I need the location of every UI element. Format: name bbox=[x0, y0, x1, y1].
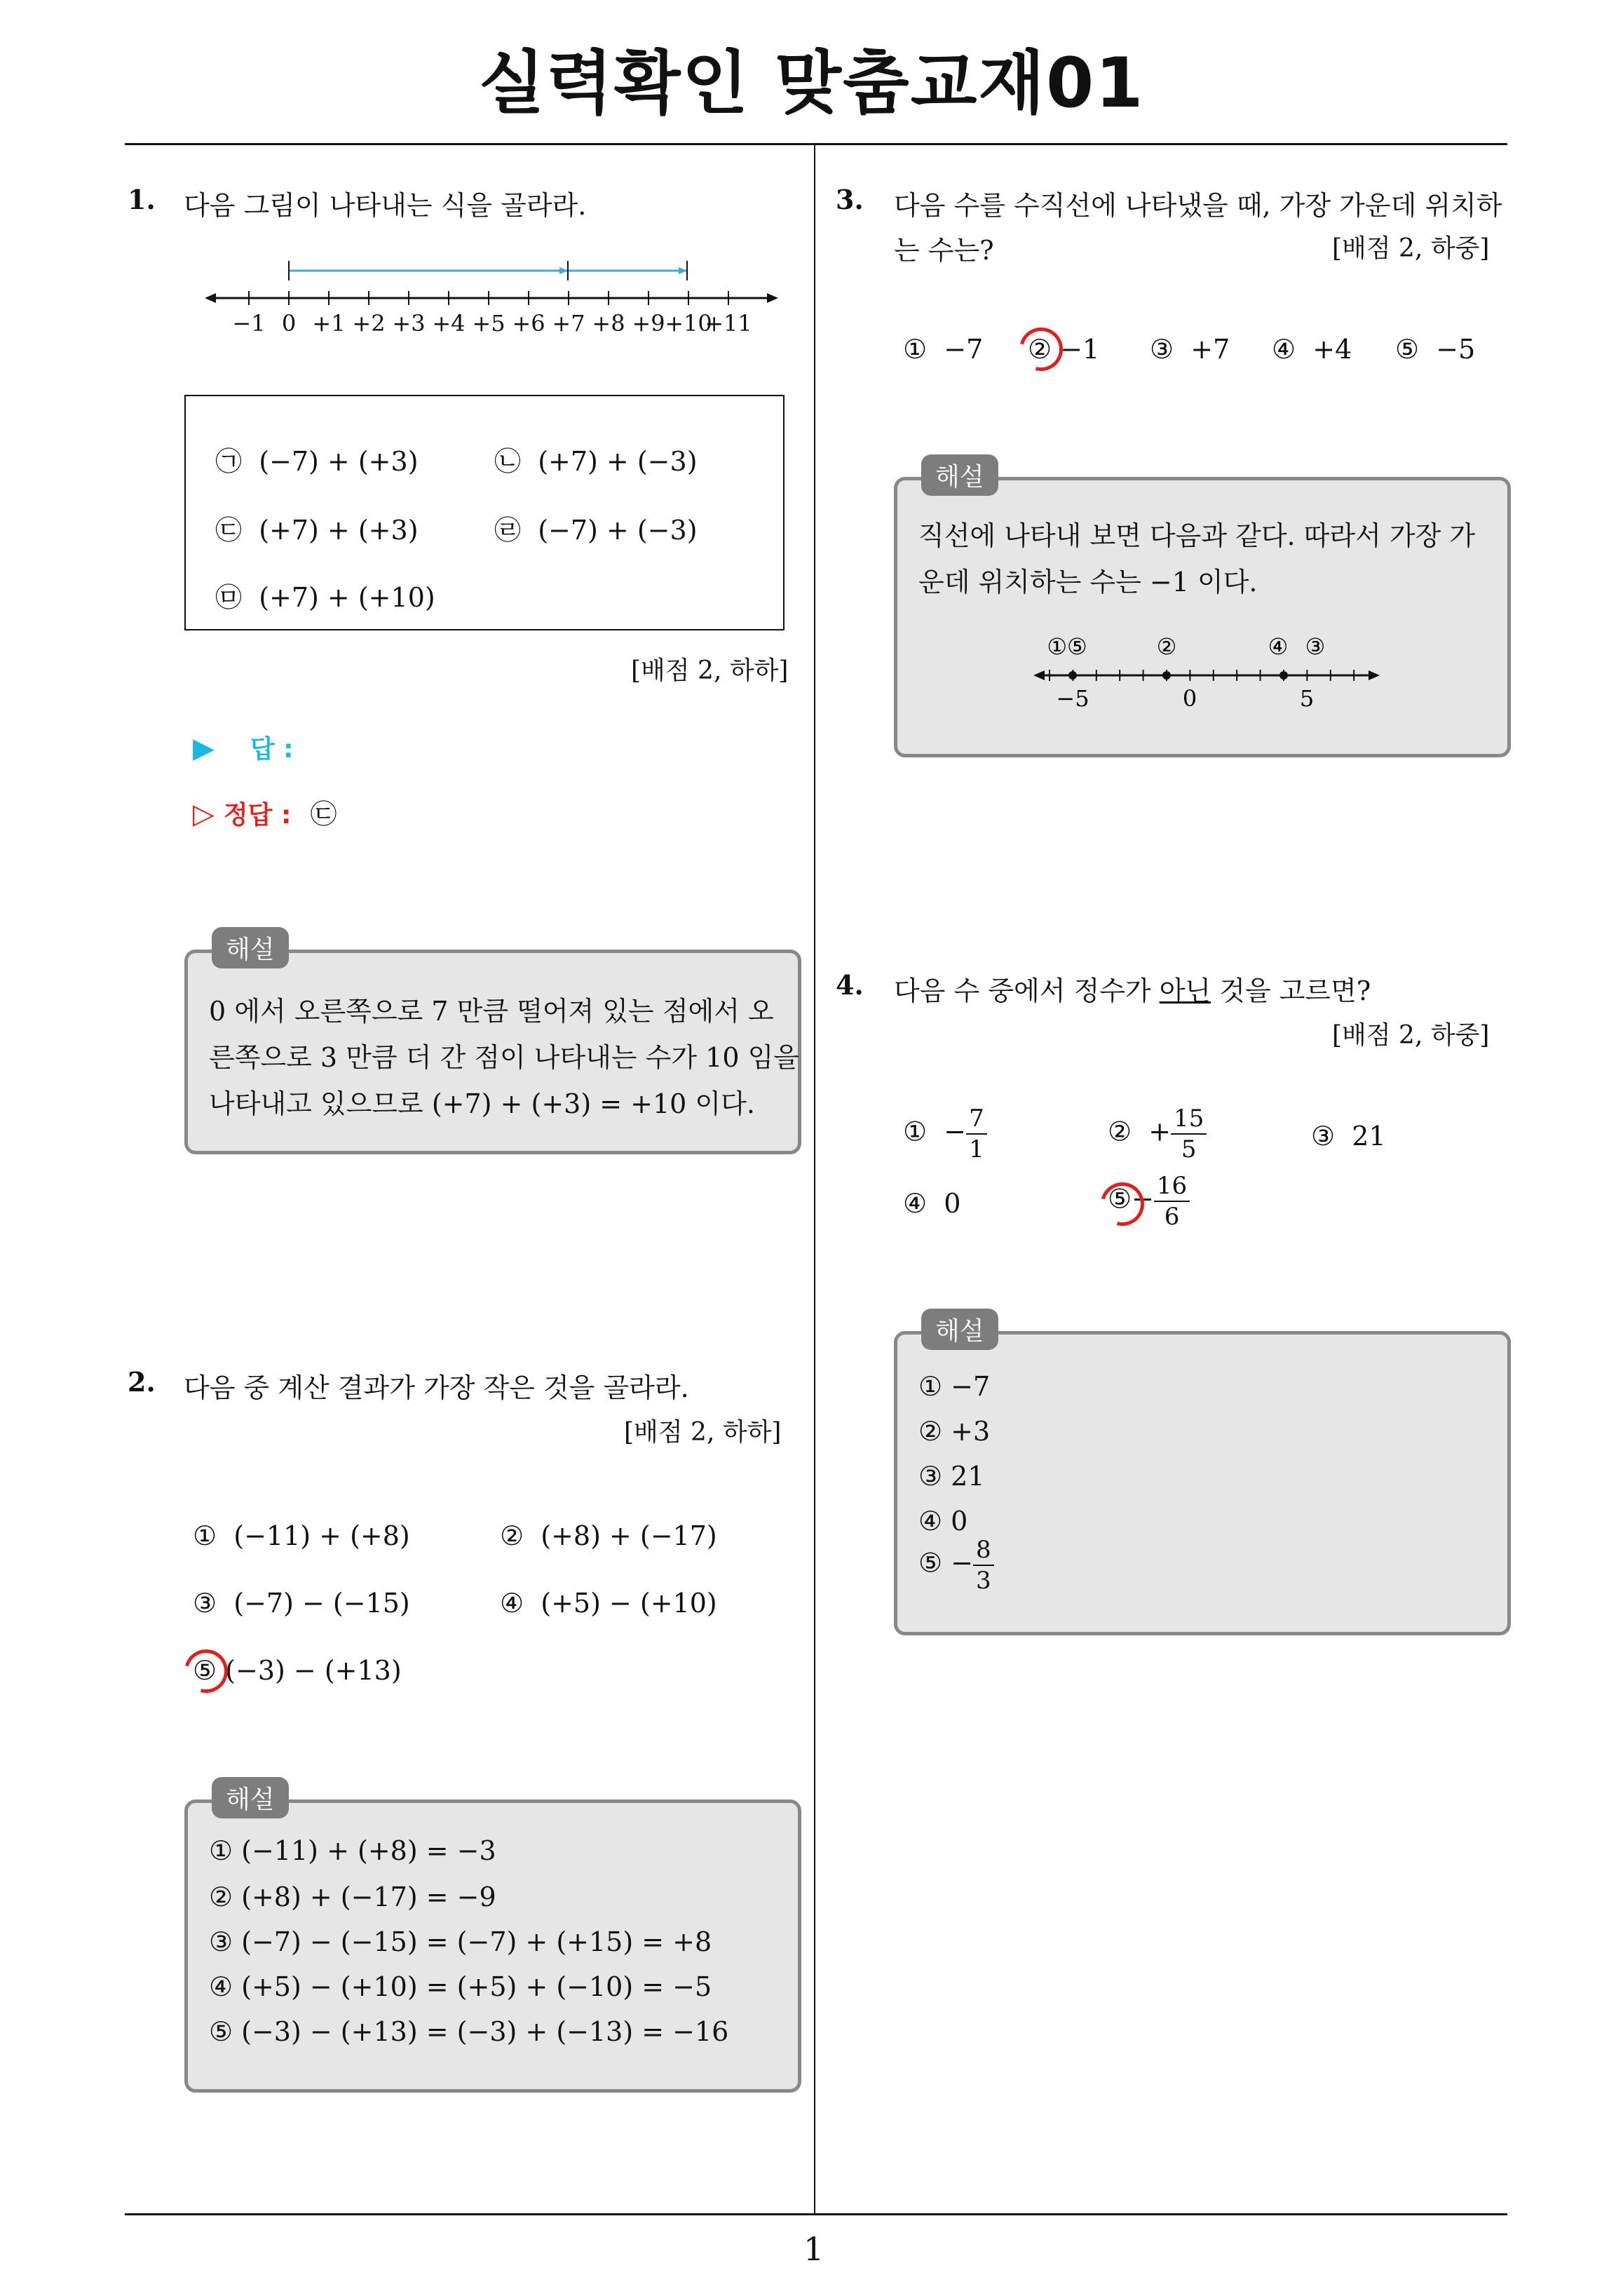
q3-text-line-1: 다음 수를 수직선에 나타냈을 때, 가장 가운데 위치하 bbox=[894, 190, 1502, 221]
q1-axis-label: +7 bbox=[552, 310, 585, 337]
q2-solution-line-3: ③ (−7) − (−15) = (−7) + (+15) = +8 bbox=[209, 1926, 712, 1957]
q3-score: [배점 2, 하중] bbox=[1332, 234, 1490, 263]
q3-choice-1[interactable]: ① −7 bbox=[903, 334, 984, 365]
q1-choice-c[interactable]: ㉢ (+7) + (+3) bbox=[215, 515, 419, 546]
q3-solution-badge: 해설 bbox=[921, 454, 998, 496]
q4-score: [배점 2, 하중] bbox=[1332, 1021, 1490, 1050]
play-arrow-icon: ▶ bbox=[193, 732, 215, 764]
q1-choice-e[interactable]: ㉤ (+7) + (+10) bbox=[215, 582, 435, 613]
q1-axis-label: +6 bbox=[512, 310, 545, 337]
q2-solution-box bbox=[184, 1799, 801, 2093]
q4-solution-line-5: ⑤ − $\frac{8}{3}$ bbox=[918, 1535, 994, 1595]
numberline-mark-3: ③ bbox=[1305, 633, 1326, 660]
q1-number: 1. bbox=[128, 184, 156, 215]
q1-correct-row bbox=[193, 792, 337, 831]
numberline-mark-2: ② bbox=[1156, 633, 1177, 660]
q2-text: 다음 중 계산 결과가 가장 작은 것을 골라라. bbox=[184, 1372, 689, 1403]
q1-choice-box bbox=[184, 395, 785, 630]
q2-choice-5[interactable]: ⑤ (−3) − (+13) bbox=[193, 1655, 402, 1686]
q3-text-line-2: 는 수는? bbox=[894, 235, 994, 266]
q3-solution-line-2: 운데 위치하는 수는 −1 이다. bbox=[918, 567, 1258, 597]
numberline-mark-4: ④ bbox=[1268, 633, 1289, 660]
q4-choice-5[interactable]: ⑤− $\frac{16}{6}$ bbox=[1108, 1171, 1190, 1231]
q1-axis-label: +8 bbox=[592, 310, 625, 337]
q4-text-underlined: 아닌 bbox=[1159, 975, 1211, 1006]
q3-choice-3[interactable]: ③ +7 bbox=[1150, 334, 1230, 365]
q1-solution-line-3: 나타내고 있으므로 (+7) + (+3) = +10 이다. bbox=[209, 1088, 755, 1119]
q4-solution-box bbox=[894, 1331, 1511, 1635]
q1-score: [배점 2, 하하] bbox=[631, 656, 789, 685]
q1-axis-label: +1 bbox=[312, 310, 346, 337]
q1-solution-line-2: 른쪽으로 3 만큼 더 간 점이 나타내는 수가 10 임을 bbox=[209, 1042, 799, 1073]
q4-choice-4[interactable]: ④ 0 bbox=[903, 1188, 961, 1219]
numberline-tick-5: 5 bbox=[1299, 685, 1315, 712]
q1-choice-a[interactable]: ㉠ (−7) + (+3) bbox=[215, 446, 419, 477]
q4-solution-badge: 해설 bbox=[921, 1309, 998, 1350]
q1-axis-label: +10 bbox=[665, 310, 712, 337]
q3-number: 3. bbox=[836, 184, 864, 215]
q1-choice-d[interactable]: ㉣ (−7) + (−3) bbox=[494, 515, 698, 546]
q4-choice-3[interactable]: ③ 21 bbox=[1311, 1121, 1386, 1152]
q2-solution-line-2: ② (+8) + (−17) = −9 bbox=[209, 1882, 496, 1912]
q2-number: 2. bbox=[128, 1366, 156, 1398]
q3-answer-circle bbox=[1012, 320, 1071, 379]
q1-axis-label: +5 bbox=[472, 310, 505, 337]
q4-text: 다음 수 중에서 정수가 아닌 것을 고르면? bbox=[894, 975, 1371, 1006]
q1-solution-line-1: 0 에서 오른쪽으로 7 만큼 떨어져 있는 점에서 오 bbox=[209, 996, 774, 1027]
q3-choice-5[interactable]: ⑤ −5 bbox=[1395, 334, 1476, 365]
q1-correct-value: ㉢ bbox=[310, 799, 337, 830]
q3-solution-number-line bbox=[1031, 628, 1395, 726]
q4-solution-line-4: ④ 0 bbox=[918, 1506, 968, 1537]
q2-choice-2[interactable]: ② (+8) + (−17) bbox=[500, 1520, 717, 1551]
q1-axis-label: −1 bbox=[232, 310, 266, 337]
q1-solution-badge: 해설 bbox=[212, 927, 289, 968]
q1-axis-label: +9 bbox=[632, 310, 665, 337]
q4-solution-line-1: ① −7 bbox=[918, 1371, 991, 1402]
q1-answer-row[interactable] bbox=[193, 729, 294, 765]
q2-choice-4[interactable]: ④ (+5) − (+10) bbox=[500, 1588, 717, 1619]
q1-axis-label: +4 bbox=[432, 310, 466, 337]
q3-choice-4[interactable]: ④ +4 bbox=[1272, 334, 1352, 365]
q2-answer-circle bbox=[177, 1642, 236, 1701]
column-divider bbox=[814, 144, 815, 2213]
numberline-mark-1-5: ①⑤ bbox=[1047, 633, 1087, 660]
page-number: 1 bbox=[803, 2230, 824, 2268]
numberline-tick-neg5: −5 bbox=[1056, 685, 1089, 712]
q2-solution-line-4: ④ (+5) − (+10) = (+5) + (−10) = −5 bbox=[209, 1971, 712, 2002]
q2-solution-line-5: ⑤ (−3) − (+13) = (−3) + (−13) = −16 bbox=[209, 2016, 729, 2047]
q3-solution-line-1: 직선에 나타내 보면 다음과 같다. 따라서 가장 가 bbox=[918, 520, 1476, 551]
q4-choice-1[interactable]: ① − $\frac{7}{1}$ bbox=[903, 1104, 987, 1164]
q1-axis-label: 0 bbox=[281, 310, 297, 337]
q1-answer-label: 답 : bbox=[250, 735, 294, 764]
q2-solution-line-1: ① (−11) + (+8) = −3 bbox=[209, 1835, 496, 1866]
q4-choice-2[interactable]: ② + $\frac{15}{5}$ bbox=[1108, 1104, 1207, 1164]
q1-solution-box bbox=[184, 950, 801, 1154]
q2-solution-badge: 해설 bbox=[212, 1777, 289, 1818]
q3-choice-2[interactable]: ② −1 bbox=[1028, 334, 1100, 365]
numberline-tick-0: 0 bbox=[1182, 685, 1197, 712]
q1-text: 다음 그림이 나타내는 식을 골라라. bbox=[184, 190, 587, 221]
q1-choice-b[interactable]: ㉡ (+7) + (−3) bbox=[494, 446, 698, 477]
q1-correct-label: 정답 : bbox=[223, 801, 292, 830]
outline-arrow-icon: ▷ bbox=[193, 798, 215, 830]
q1-axis-label: +11 bbox=[705, 310, 752, 337]
header-rule bbox=[125, 143, 1507, 145]
q4-solution-line-2: ② +3 bbox=[918, 1416, 991, 1447]
q2-choice-3[interactable]: ③ (−7) − (−15) bbox=[193, 1588, 410, 1619]
q2-choice-1[interactable]: ① (−11) + (+8) bbox=[193, 1520, 410, 1551]
q1-number-line bbox=[203, 245, 792, 344]
page-title: 실력확인 맞춤교재01 bbox=[478, 43, 1145, 123]
q2-score: [배점 2, 하하] bbox=[624, 1418, 782, 1447]
footer-rule bbox=[125, 2213, 1507, 2215]
q1-axis-label: +3 bbox=[392, 310, 426, 337]
q1-axis-label: +2 bbox=[352, 310, 386, 337]
q4-solution-line-3: ③ 21 bbox=[918, 1461, 985, 1492]
q4-number: 4. bbox=[836, 969, 864, 1001]
q3-solution-box bbox=[894, 477, 1511, 757]
